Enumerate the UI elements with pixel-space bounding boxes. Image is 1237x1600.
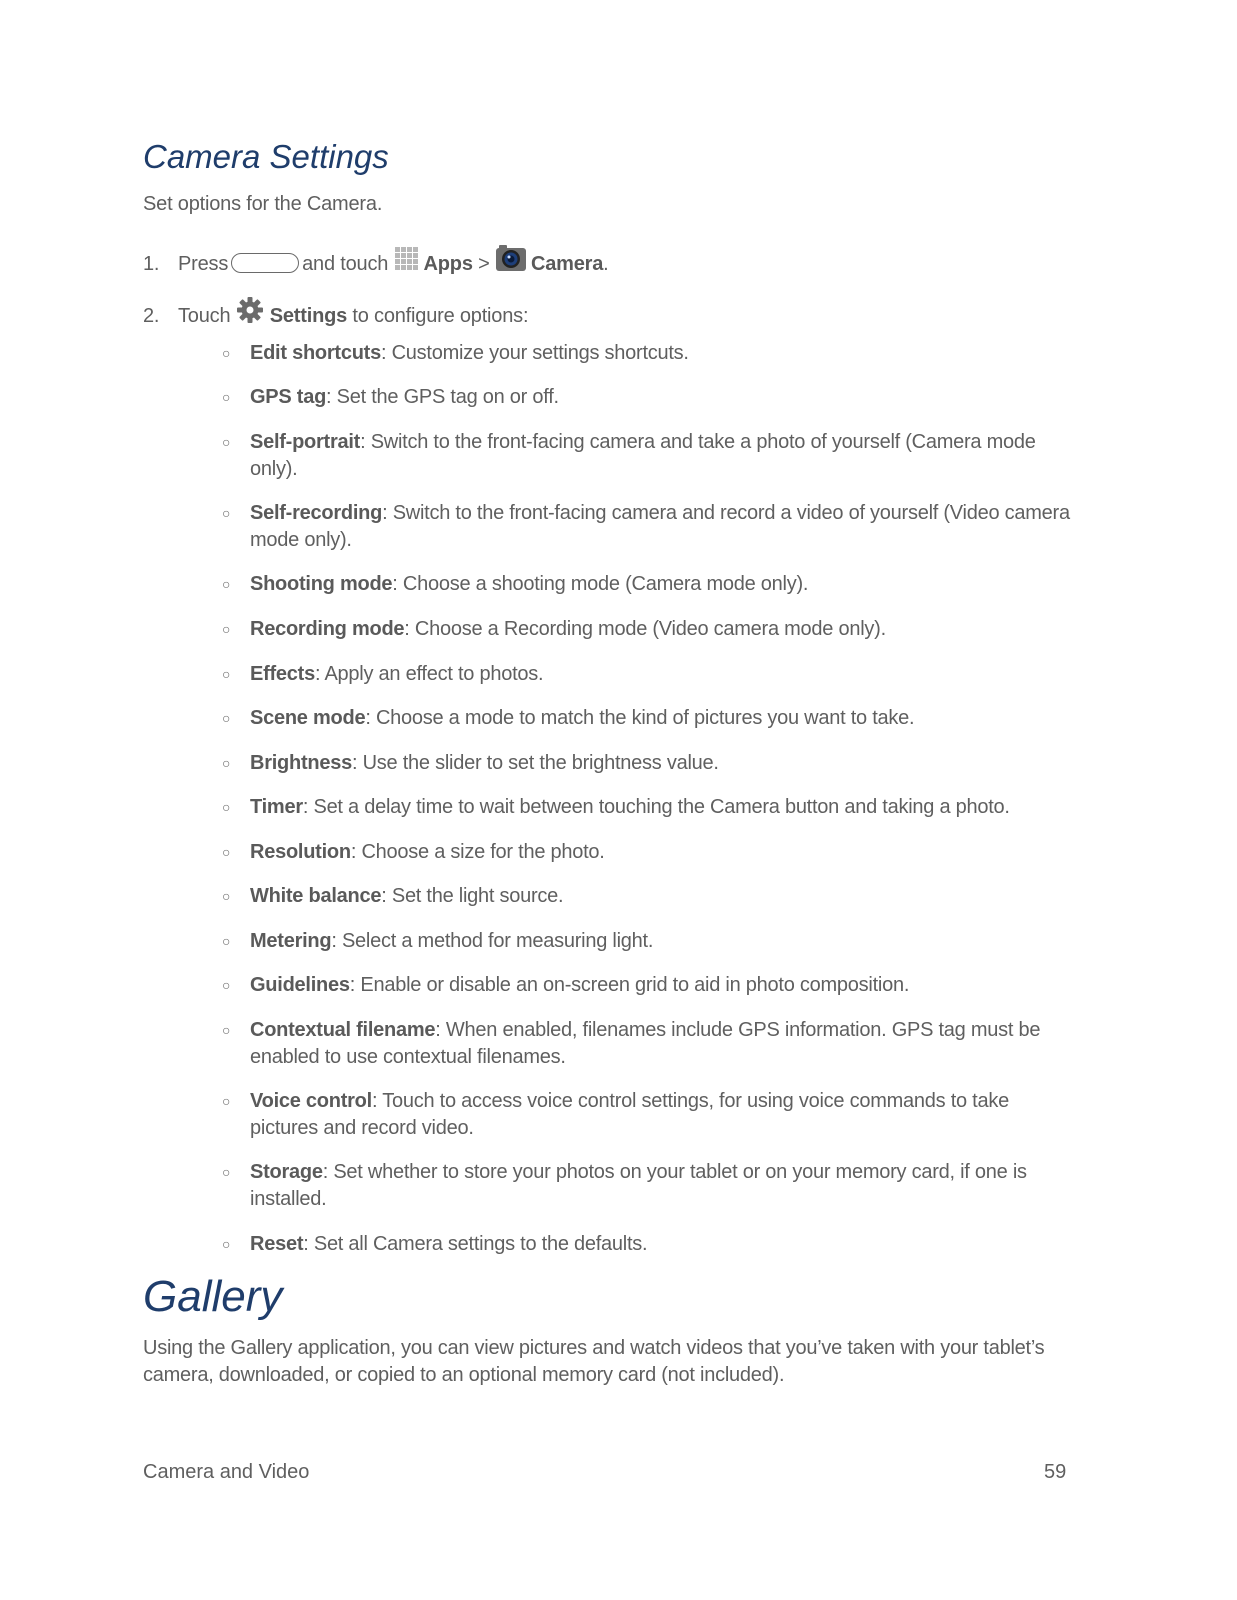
- list-item: ○ Edit shortcuts: Customize your settings shortcuts.: [222, 342, 689, 364]
- step-number: 2.: [143, 305, 160, 327]
- apps-grid-icon: [394, 246, 420, 272]
- page-number: 59: [1044, 1461, 1067, 1483]
- list-item: ○ Metering: Select a method for measuring light.: [222, 930, 654, 952]
- option-desc: : Apply an effect to photos.: [314, 663, 544, 685]
- option-desc: : Set a delay time to wait between touching the Camera button and taking a photo.: [302, 796, 1010, 818]
- list-item: ○ Self-recording: Switch to the front-facing camera and record a video of yourself (Video camera mode only).: [222, 502, 1070, 551]
- option-desc: : Switch to the front-facing camera and record a video of yourself (Video camera mode only).: [250, 502, 1070, 551]
- option-label: Metering: [250, 930, 332, 952]
- step-separator: >: [478, 253, 490, 275]
- list-item: ○ GPS tag: Set the GPS tag on or off.: [222, 386, 559, 408]
- step-1: [143, 244, 609, 276]
- option-label: Edit shortcuts: [250, 342, 381, 364]
- settings-label: Settings: [269, 305, 348, 327]
- option-label: GPS tag: [250, 386, 327, 408]
- option-label: Storage: [250, 1161, 323, 1183]
- home-key-icon: [231, 253, 299, 273]
- step-end: .: [603, 253, 609, 275]
- option-desc: : Choose a shooting mode (Camera mode only).: [392, 573, 809, 595]
- step-number: 1.: [143, 253, 160, 275]
- apps-label: Apps: [423, 253, 473, 275]
- option-desc: : Enable or disable an on-screen grid to aid in photo composition.: [349, 974, 910, 996]
- step-2: [143, 296, 528, 328]
- section-title: Camera Settings: [143, 138, 389, 175]
- list-item: ○ Recording mode: Choose a Recording mode (Video camera mode only).: [222, 618, 886, 640]
- step-touch-text: Touch: [178, 305, 231, 327]
- option-label: Reset: [250, 1233, 304, 1255]
- step-press-text: Press: [178, 253, 229, 275]
- list-item: ○ Scene mode: Choose a mode to match the kind of pictures you want to take.: [222, 707, 915, 729]
- list-item: ○ Guidelines: Enable or disable an on-screen grid to aid in photo composition.: [222, 974, 910, 996]
- option-label: Recording mode: [250, 618, 405, 640]
- option-desc: : Customize your settings shortcuts.: [380, 342, 689, 364]
- option-desc: : Set whether to store your photos on your tablet or on your memory card, if one is installed.: [250, 1161, 1027, 1210]
- option-label: White balance: [250, 885, 382, 907]
- list-item: ○ Reset: Set all Camera settings to the defaults.: [222, 1233, 648, 1255]
- option-label: Brightness: [250, 752, 352, 774]
- list-item: ○ Resolution: Choose a size for the photo.: [222, 841, 605, 863]
- option-label: Contextual filename: [250, 1019, 436, 1041]
- option-desc: : Choose a Recording mode (Video camera mode only).: [404, 618, 886, 640]
- list-item: ○ Shooting mode: Choose a shooting mode (Camera mode only).: [222, 573, 809, 595]
- camera-label: Camera: [530, 253, 604, 275]
- option-desc: : Select a method for measuring light.: [331, 930, 654, 952]
- option-label: Guidelines: [250, 974, 350, 996]
- gallery-title: Gallery: [143, 1272, 283, 1321]
- option-desc: : Choose a size for the photo.: [350, 841, 605, 863]
- list-item: ○ Brightness: Use the slider to set the brightness value.: [222, 752, 719, 774]
- option-desc: : Set the light source.: [381, 885, 564, 907]
- gear-icon: [236, 296, 264, 324]
- gallery-description: Using the Gallery application, you can view pictures and watch videos that you’ve taken with your tablet’s camera, downloaded, or copied to an optional memory card (not included).: [143, 1337, 1045, 1386]
- list-item: ○ Voice control: Touch to access voice control settings, for using voice commands to take pictures and record video.: [222, 1090, 1009, 1139]
- option-desc: : Choose a mode to match the kind of pictures you want to take.: [365, 707, 915, 729]
- option-label: Timer: [250, 796, 303, 818]
- list-item: ○ Effects: Apply an effect to photos.: [222, 663, 544, 685]
- option-desc: : Set all Camera settings to the defaults.: [303, 1233, 648, 1255]
- list-item: ○ White balance: Set the light source.: [222, 885, 564, 907]
- step-and-touch-text: and touch: [302, 253, 389, 275]
- option-label: Resolution: [250, 841, 351, 863]
- option-label: Self-recording: [250, 502, 383, 524]
- option-desc: : Set the GPS tag on or off.: [326, 386, 559, 408]
- option-desc: : Use the slider to set the brightness value.: [351, 752, 719, 774]
- option-label: Voice control: [250, 1090, 372, 1112]
- step-rest-text: to configure options:: [352, 305, 529, 327]
- list-item: ○ Contextual filename: When enabled, filenames include GPS information. GPS tag must be enabled to use contextual filenames.: [222, 1019, 1041, 1068]
- list-item: ○ Timer: Set a delay time to wait between touching the Camera button and taking a photo.: [222, 796, 1010, 818]
- camera-icon: [495, 244, 527, 272]
- list-item: ○ Self-portrait: Switch to the front-facing camera and take a photo of yourself (Camera mode only).: [222, 431, 1036, 480]
- option-desc: : Touch to access voice control settings, for using voice commands to take pictures and record video.: [250, 1090, 1009, 1139]
- option-desc: : Switch to the front-facing camera and take a photo of yourself (Camera mode only).: [250, 431, 1036, 480]
- option-label: Scene mode: [250, 707, 366, 729]
- footer-chapter: Camera and Video: [143, 1461, 310, 1483]
- option-label: Self-portrait: [250, 431, 361, 453]
- option-label: Effects: [250, 663, 315, 685]
- option-desc: : When enabled, filenames include GPS information. GPS tag must be enabled to use contextual filenames.: [250, 1019, 1041, 1068]
- list-item: ○ Storage: Set whether to store your photos on your tablet or on your memory card, if one is installed.: [222, 1161, 1027, 1210]
- option-label: Shooting mode: [250, 573, 393, 595]
- section-intro: Set options for the Camera.: [143, 193, 383, 215]
